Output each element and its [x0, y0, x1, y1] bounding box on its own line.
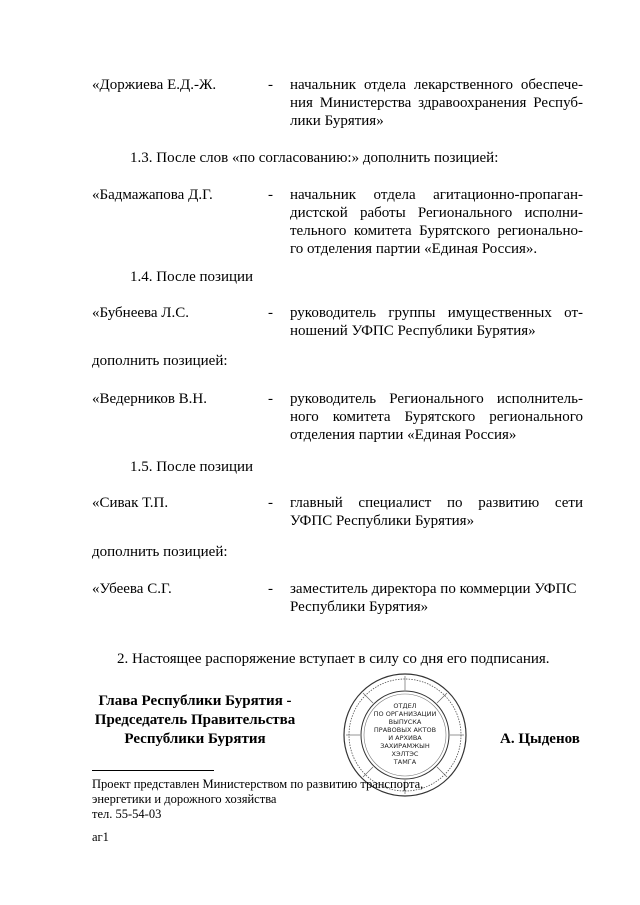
add-position-1: дополнить позицией: [92, 353, 228, 369]
entry6-line: Республики Бурятия» [290, 599, 429, 615]
signature-title-line: Глава Республики Бурятия - [98, 693, 292, 709]
entry2-line: дистской работы Регионального исполни- [290, 205, 583, 221]
entry1-name: «Доржиева Е.Д.-Ж. [92, 77, 217, 93]
paragraph-1-4: 1.4. После позиции [130, 269, 254, 285]
entry6-line: заместитель директора по коммерции УФПС [290, 581, 577, 597]
stamp-line: ПО ОРГАНИЗАЦИИ [373, 710, 437, 718]
entry3-line: ношений УФПС Республики Бурятия» [290, 323, 536, 339]
stamp-line: И АРХИВА [388, 734, 422, 742]
entry2-name: «Бадмажапова Д.Г. [92, 187, 213, 203]
entry1-line: лики Бурятия» [290, 113, 384, 129]
footer-line: энергетики и дорожного хозяйства [92, 792, 277, 806]
stamp-line: ТАМГА [393, 758, 417, 766]
stamp-line: ВЫПУСКА [388, 718, 422, 726]
stamp-line: ПРАВОВЫХ АКТОВ [373, 726, 437, 734]
entry1-dash: - [268, 77, 273, 93]
entry6-name: «Убеева С.Г. [92, 581, 172, 597]
entry5-dash: - [268, 495, 273, 511]
entry3-line: руководитель группы имущественных от- [290, 305, 583, 321]
entry2-dash: - [268, 187, 273, 203]
footer-line: Проект представлен Министерством по развитию транспорта, [92, 777, 424, 791]
footer-line: тел. 55-54-03 [92, 807, 162, 821]
footer-note [92, 777, 423, 822]
document-code: аг1 [92, 830, 109, 844]
signature-title-line: Председатель Правительства [94, 712, 296, 728]
entry6-dash: - [268, 581, 273, 597]
add-position-2: дополнить позицией: [92, 544, 228, 560]
entry4-line: отделения партии «Единая Россия» [290, 427, 517, 443]
paragraph-1-3: 1.3. После слов «по согласованию:» дополнить позицией: [130, 150, 499, 166]
entry4-line: руководитель Регионального исполнитель- [290, 391, 583, 407]
stamp-line: ОТДЕЛ [393, 702, 417, 710]
entry3-dash: - [268, 305, 273, 321]
entry2-line: начальник отдела агитационно-пропаган- [290, 187, 583, 203]
entry2-line: го отделения партии «Единая Россия». [290, 241, 538, 257]
entry3-name: «Бубнеева Л.С. [92, 305, 189, 321]
stamp-text [362, 702, 448, 766]
stamp-line: ЗАХИРАМЖЫН [380, 742, 430, 750]
signature-title-line: Республики Бурятия [124, 731, 266, 747]
signature-title [80, 692, 310, 749]
entry4-name: «Ведерников В.Н. [92, 391, 208, 407]
entry5-line: УФПС Республики Бурятия» [290, 513, 475, 529]
entry1-line: ния Министерства здравоохранения Респуб- [290, 95, 583, 111]
signatory-name: А. Цыденов [500, 731, 580, 747]
footer-divider [92, 770, 214, 771]
paragraph-2: 2. Настоящее распоряжение вступает в силу со дня его подписания. [117, 651, 550, 667]
stamp-line: ХЭЛТЭС [391, 750, 419, 758]
entry4-line: ного комитета Бурятского регионального [290, 409, 583, 425]
entry4-dash: - [268, 391, 273, 407]
paragraph-1-5: 1.5. После позиции [130, 459, 254, 475]
entry2-line: тельного комитета Бурятского регионально- [290, 223, 583, 239]
entry5-line: главный специалист по развитию сети [290, 495, 583, 511]
entry1-line: начальник отдела лекарственного обеспече- [290, 77, 583, 93]
entry5-name: «Сивак Т.П. [92, 495, 169, 511]
